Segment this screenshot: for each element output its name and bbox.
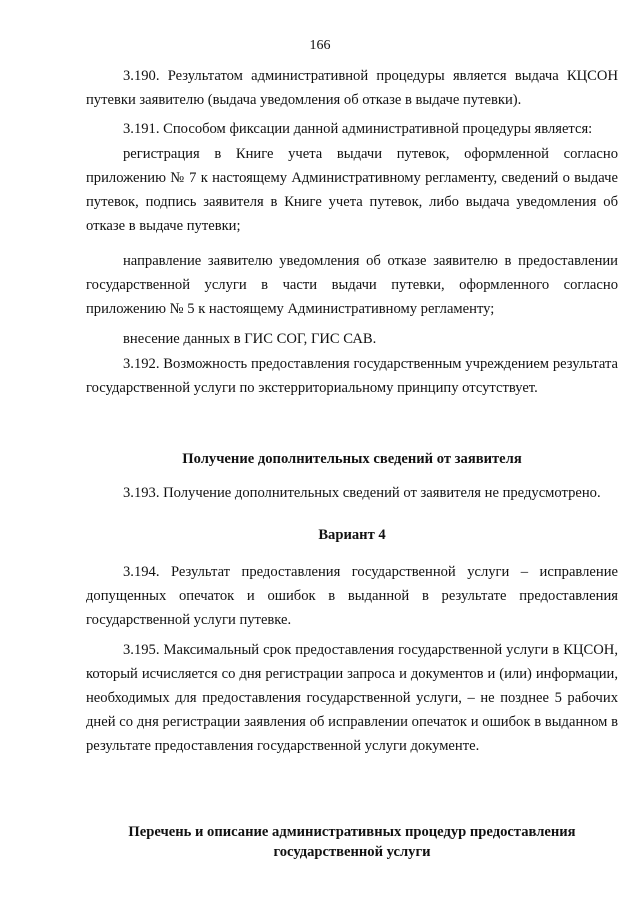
heading-procedures-list: Перечень и описание административных процедур предоставления государственной услуги: [128, 824, 576, 860]
paragraph-3-190: 3.190. Результатом административной процедуры является выдача КЦСОН путевки заявителю (выдача уведомления об отказе в выдаче путевки).: [86, 68, 618, 108]
paragraph-3-193: 3.193. Получение дополнительных сведений от заявителя не предусмотрено.: [123, 485, 601, 501]
paragraph-notification: направление заявителю уведомления об отказе заявителю в предоставлении государственной услуги в части выдачи путевки, оформленного согласно приложению № 5 к настоящему Административному регламенту;: [86, 253, 618, 317]
paragraph-3-194: 3.194. Результат предоставления государственной услуги – исправление допущенных опечаток и ошибок в выданной в результате предоставления государственной услуги путевке.: [86, 564, 618, 628]
page-number: 166: [309, 38, 331, 53]
heading-additional-info: Получение дополнительных сведений от заявителя: [182, 451, 522, 467]
paragraph-gis: внесение данных в ГИС СОГ, ГИС САВ.: [123, 331, 377, 347]
heading-variant-4: Вариант 4: [318, 527, 386, 543]
paragraph-registration: регистрация в Книге учета выдачи путевок, оформленной согласно приложению № 7 к настоящему Административному регламенту, сведений о выдаче путевок, подпись заявителя в Книге учета путевок, либо выдача уведомления об отказе в выдаче путевки;: [86, 146, 618, 234]
paragraph-3-195: 3.195. Максимальный срок предоставления государственной услуги в КЦСОН, который исчисляется со дня регистрации запроса и документов и (или) информации, необходимых для предоставления государственной услуги, – не позднее 5 рабочих дней со дня регистрации заявления об исправлении опечаток и ошибок в выданном в результате предоставления государственной услуги документе.: [86, 642, 618, 754]
paragraph-3-191: 3.191. Способом фиксации данной административной процедуры является:: [123, 121, 593, 137]
paragraph-3-192: 3.192. Возможность предоставления государственным учреждением результата государственной услуги по экстерриториальному принципу отсутствует.: [86, 356, 618, 396]
